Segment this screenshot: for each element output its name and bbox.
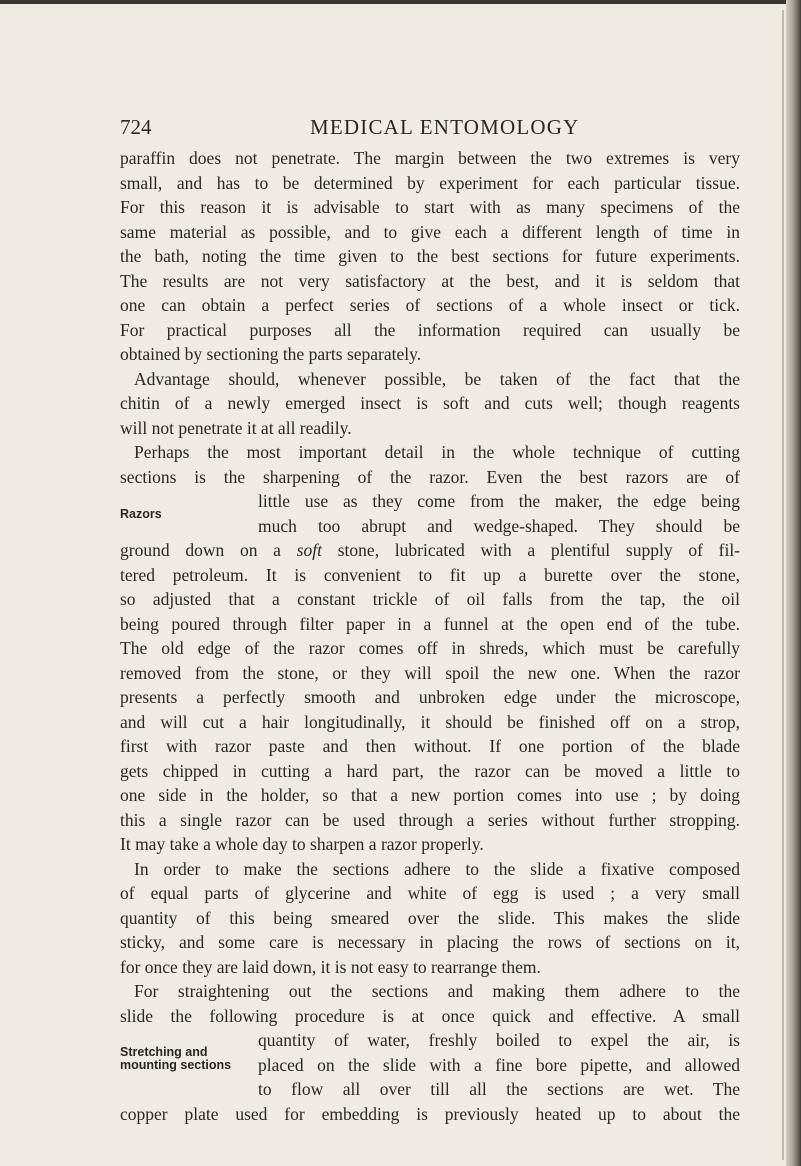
- text-line: of equal parts of glycerine and white of egg is used ; a very small: [120, 883, 740, 903]
- razors-paragraph-block: [120, 489, 740, 538]
- text-fragment: ground down on a: [120, 540, 281, 560]
- text-line: same material as possible, and to give each a different length of time in: [120, 221, 740, 242]
- text-line: to flow all over till all the sections are wet. The: [258, 1079, 740, 1099]
- text-line: [120, 538, 740, 563]
- text-line: In order to make the sections adhere to the slide a fixative composed: [134, 858, 740, 879]
- text-line: For this reason it is advisable to start with as many specimens of the: [120, 197, 740, 217]
- side-heading-text: mounting sections: [120, 1058, 232, 1072]
- text-line: for once they are laid down, it is not easy to rearrange them.: [120, 956, 541, 977]
- text-line: being poured through filter paper in a funnel at the open end of the tube.: [120, 613, 740, 634]
- body-text: [120, 146, 740, 1126]
- page-top-edge: [0, 0, 801, 4]
- text-line: and will cut a hair longitudinally, it should be finished off on a strop,: [120, 711, 740, 732]
- running-title: MEDICAL ENTOMOLOGY: [310, 115, 580, 139]
- text-line: sticky, and some care is necessary in placing the rows of sections on it,: [120, 932, 740, 952]
- text-line: so adjusted that a constant trickle of oil falls from the tap, the oil: [120, 589, 740, 609]
- text-line: The results are not very satisfactory at the best, and it is seldom that: [120, 270, 740, 291]
- text-line: For practical purposes all the information required can usually be: [120, 319, 740, 340]
- text-line: Perhaps the most important detail in the whole technique of cutting: [134, 442, 740, 462]
- stretching-paragraph-block: [120, 1028, 740, 1102]
- text-line: presents a perfectly smooth and unbroken edge under the microscope,: [120, 687, 740, 707]
- text-line: For straightening out the sections and making them adhere to the: [134, 981, 740, 1001]
- side-heading-text: Razors: [120, 507, 162, 521]
- page-header: [120, 113, 760, 143]
- side-heading-text: Stretching and: [120, 1045, 208, 1059]
- text-line: the bath, noting the time given to the best sections for future experiments.: [120, 246, 740, 266]
- page-right-edge: [786, 0, 801, 1166]
- text-line: quantity of water, freshly boiled to expel the air, is: [258, 1030, 740, 1050]
- text-line: this a single razor can be used through a series without further stropping.: [120, 809, 740, 830]
- text-line: copper plate used for embedding is previously heated up to about the: [120, 1103, 740, 1124]
- text-line: tered petroleum. It is convenient to fit up a burette over the stone,: [120, 564, 740, 585]
- text-line: one can obtain a perfect series of sections of a whole insect or tick.: [120, 295, 740, 315]
- text-line: one side in the holder, so that a new portion comes into use ; by doing: [120, 785, 740, 805]
- binding-line: [782, 10, 784, 1160]
- text-line: The old edge of the razor comes off in shreds, which must be carefully: [120, 638, 740, 658]
- text-line: removed from the stone, or they will spoil the new one. When the razor: [120, 662, 740, 683]
- text-line: paraffin does not penetrate. The margin between the two extremes is very: [120, 148, 740, 168]
- text-line: Advantage should, whenever possible, be taken of the fact that the: [134, 368, 740, 389]
- text-line: obtained by sectioning the parts separately.: [120, 344, 422, 364]
- text-line: It may take a whole day to sharpen a razor properly.: [120, 834, 484, 854]
- text-fragment: stone, lubricated with a plentiful supply of fil-: [337, 540, 741, 560]
- text-line: gets chipped in cutting a hard part, the razor can be moved a little to: [120, 760, 740, 781]
- text-line: slide the following procedure is at once quick and effective. A small: [120, 1005, 740, 1026]
- text-line: will not penetrate it at all readily.: [120, 417, 352, 438]
- text-line: sections is the sharpening of the razor. Even the best razors are of: [120, 466, 740, 487]
- text-line: much too abrupt and wedge-shaped. They should be: [258, 515, 740, 536]
- side-heading-stretching: [120, 1046, 252, 1072]
- side-heading-razors: [120, 508, 252, 521]
- page-number: 724: [120, 115, 152, 139]
- text-line: placed on the slide with a fine bore pipette, and allowed: [258, 1054, 740, 1075]
- emphasis-text: soft: [296, 540, 322, 560]
- text-line: little use as they come from the maker, the edge being: [258, 491, 740, 511]
- text-line: first with razor paste and then without. If one portion of the blade: [120, 736, 740, 756]
- text-line: small, and has to be determined by experiment for each particular tissue.: [120, 172, 740, 193]
- text-line: quantity of this being smeared over the slide. This makes the slide: [120, 907, 740, 928]
- text-line: chitin of a newly emerged insect is soft and cuts well; though reagents: [120, 393, 740, 413]
